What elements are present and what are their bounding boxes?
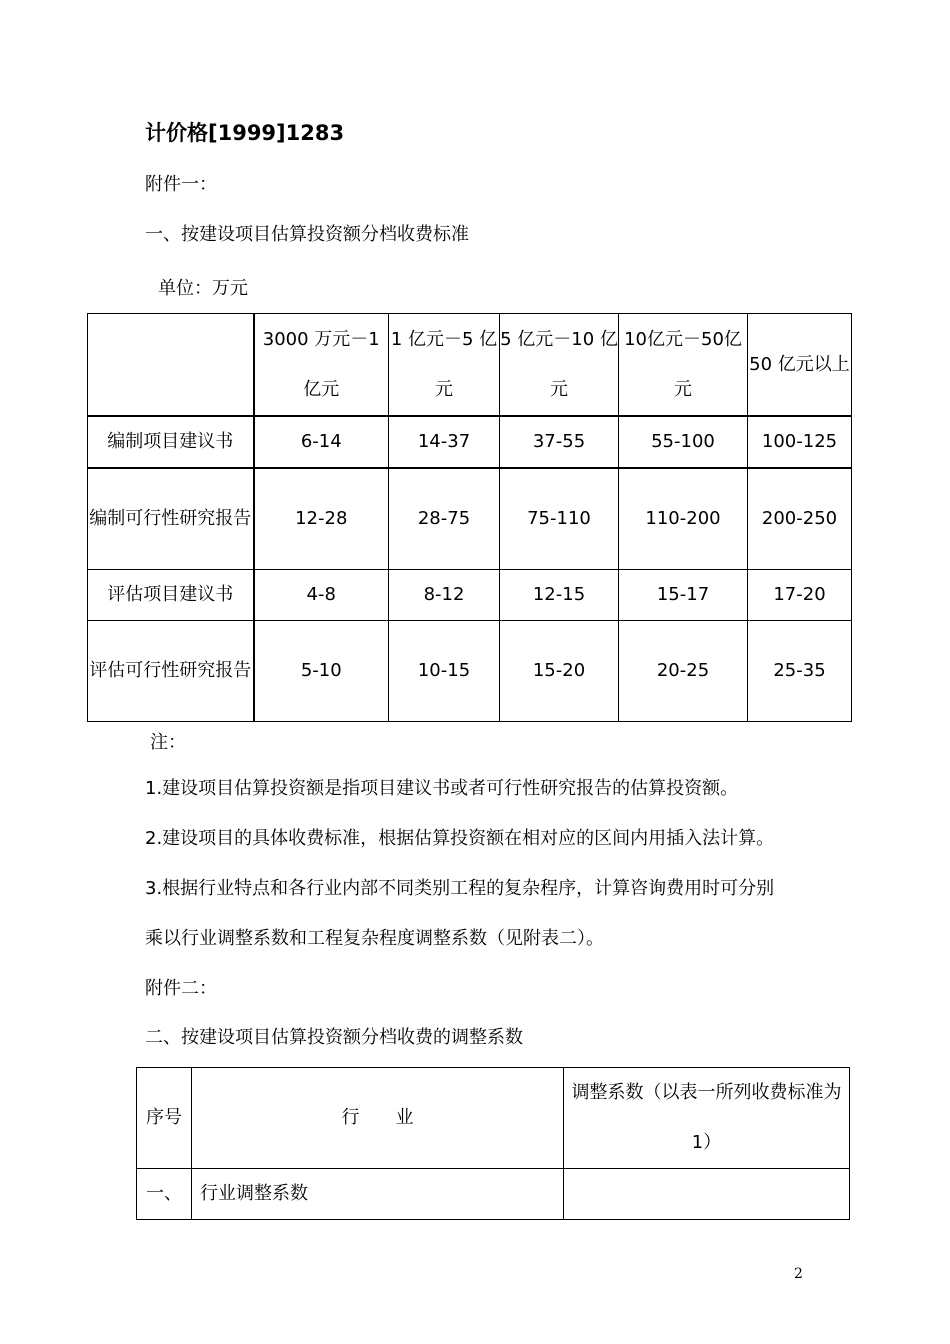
table-header-row <box>88 314 852 417</box>
note-item: 3.根据行业特点和各行业内部不同类别工程的复杂程序，计算咨询费用时可分别 <box>145 878 775 899</box>
table-row <box>88 621 852 722</box>
table-row <box>88 468 852 570</box>
table-header-cell: 1 亿元－5 亿元 <box>389 314 500 417</box>
table-header-row <box>137 1068 850 1169</box>
table-cell: 行业调整系数 <box>192 1169 564 1220</box>
table-header-cell: 3000 万元－1 亿元 <box>254 314 389 417</box>
table-cell: 10-15 <box>389 621 500 722</box>
note-item: 1.建设项目估算投资额是指项目建议书或者可行性研究报告的估算投资额。 <box>145 778 739 799</box>
attachment-one-label: 附件一： <box>145 174 217 195</box>
table-cell: 28-75 <box>389 468 500 570</box>
table-cell: 编制可行性研究报告 <box>88 468 254 570</box>
unit-label: 单位：万元 <box>158 278 248 299</box>
table-header-cell <box>88 314 254 417</box>
notes-label: 注： <box>150 732 186 753</box>
table-row <box>88 570 852 621</box>
table-cell: 6-14 <box>254 416 389 468</box>
page-number: 2 <box>794 1266 803 1282</box>
table-cell: 100-125 <box>748 416 852 468</box>
table-header-cell: 5 亿元－10 亿元 <box>500 314 619 417</box>
table-cell: 14-37 <box>389 416 500 468</box>
table-cell: 12-28 <box>254 468 389 570</box>
table-header-cell: 行 业 <box>192 1068 564 1169</box>
table-cell: 110-200 <box>619 468 748 570</box>
fee-standard-table <box>87 313 852 722</box>
table-header-cell: 序号 <box>137 1068 192 1169</box>
table-cell: 评估可行性研究报告 <box>88 621 254 722</box>
table-cell: 评估项目建议书 <box>88 570 254 621</box>
note-item-continued: 乘以行业调整系数和工程复杂程度调整系数（见附表二）。 <box>145 928 604 949</box>
table-cell: 55-100 <box>619 416 748 468</box>
table-cell: 4-8 <box>254 570 389 621</box>
table-cell: 37-55 <box>500 416 619 468</box>
table-cell: 15-17 <box>619 570 748 621</box>
table-cell: 20-25 <box>619 621 748 722</box>
table-cell <box>564 1169 850 1220</box>
section-two-heading: 二、按建设项目估算投资额分档收费的调整系数 <box>145 1027 523 1048</box>
table-cell: 15-20 <box>500 621 619 722</box>
table-header-cell: 50 亿元以上 <box>748 314 852 417</box>
document-title: 计价格[1999]1283 <box>145 121 345 145</box>
section-one-heading: 一、按建设项目估算投资额分档收费标准 <box>145 224 469 245</box>
adjustment-coefficient-table <box>136 1067 850 1220</box>
table-header-cell: 10亿元－50亿元 <box>619 314 748 417</box>
table-cell: 编制项目建议书 <box>88 416 254 468</box>
table-header-cell: 调整系数（以表一所列收费标准为 1） <box>564 1068 850 1169</box>
table-row <box>88 416 852 468</box>
table-row <box>137 1169 850 1220</box>
table-cell: 8-12 <box>389 570 500 621</box>
table-cell: 200-250 <box>748 468 852 570</box>
attachment-two-label: 附件二： <box>145 978 217 999</box>
note-item: 2.建设项目的具体收费标准，根据估算投资额在相对应的区间内用插入法计算。 <box>145 828 775 849</box>
table-cell: 17-20 <box>748 570 852 621</box>
table-cell: 75-110 <box>500 468 619 570</box>
table-cell: 一、 <box>137 1169 192 1220</box>
table-cell: 25-35 <box>748 621 852 722</box>
table-cell: 12-15 <box>500 570 619 621</box>
table-cell: 5-10 <box>254 621 389 722</box>
